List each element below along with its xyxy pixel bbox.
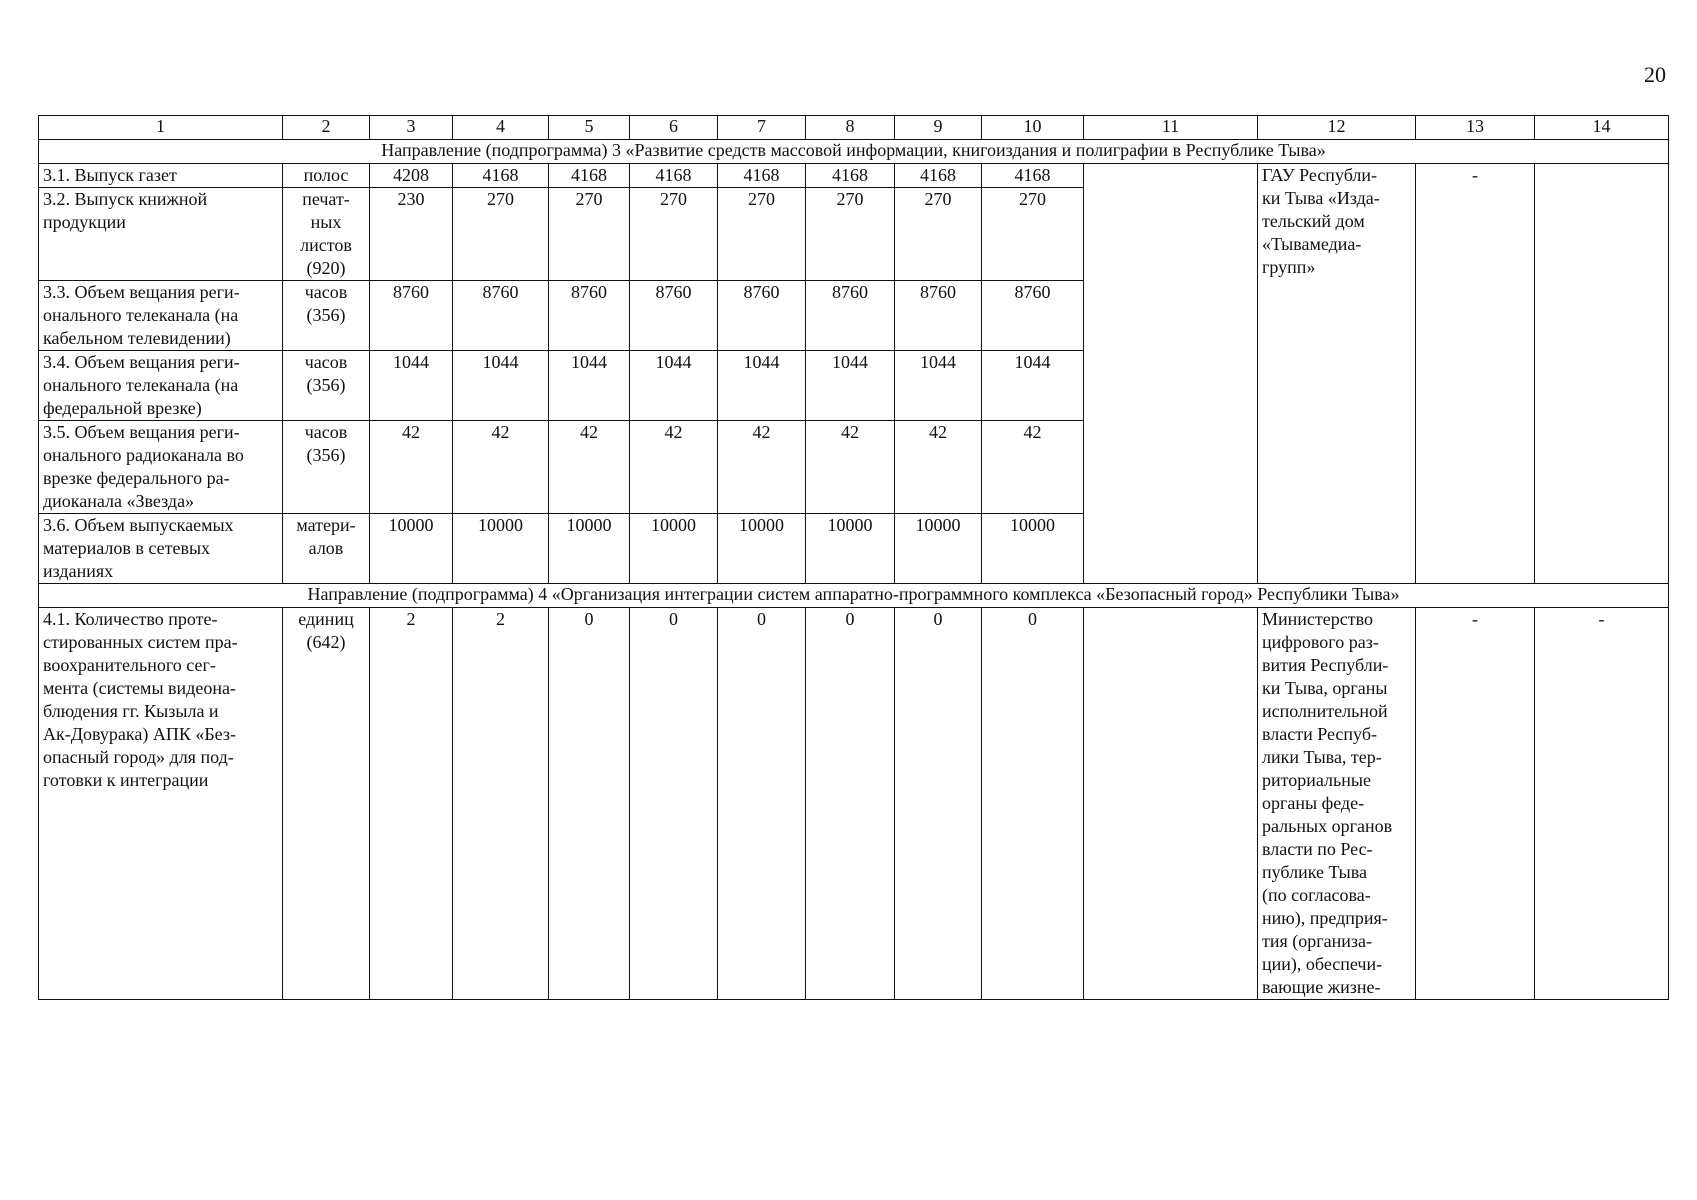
value-cell: 42 bbox=[630, 421, 718, 514]
col14-cell bbox=[1535, 164, 1669, 584]
cell-line: вития Республи- bbox=[1262, 655, 1389, 675]
unit-cell bbox=[283, 351, 370, 421]
cell-line: лики Тыва, тер- bbox=[1262, 747, 1382, 767]
value-cell: 8760 bbox=[895, 281, 982, 351]
cell-line: часов bbox=[304, 422, 348, 442]
cell-line: опасный город» для под- bbox=[43, 747, 234, 767]
cell-line: часов bbox=[304, 352, 348, 372]
value-cell: 8760 bbox=[630, 281, 718, 351]
value-cell: 10000 bbox=[806, 514, 895, 584]
cell-line: публике Тыва bbox=[1262, 862, 1367, 882]
cell-line: листов bbox=[300, 235, 352, 255]
value-cell: 4168 bbox=[806, 164, 895, 188]
unit-cell bbox=[283, 164, 370, 188]
value-cell: 42 bbox=[549, 421, 630, 514]
cell-line: Министерство bbox=[1262, 609, 1373, 629]
value-cell: 10000 bbox=[982, 514, 1084, 584]
indicator-name bbox=[39, 351, 283, 421]
indicators-table bbox=[38, 115, 1669, 1000]
value-cell: 10000 bbox=[895, 514, 982, 584]
cell-line: тельский дом bbox=[1262, 211, 1365, 231]
column-number: 6 bbox=[630, 116, 718, 140]
executor-cell bbox=[1258, 164, 1416, 584]
value-cell: 1044 bbox=[895, 351, 982, 421]
value-cell: 0 bbox=[895, 608, 982, 1000]
table-row bbox=[39, 164, 1669, 188]
col13-cell: - bbox=[1416, 164, 1535, 584]
table-row bbox=[39, 608, 1669, 1000]
cell-line: продукции bbox=[43, 212, 126, 232]
cell-line: единиц bbox=[298, 609, 354, 629]
cell-line: 4.1. Количество проте- bbox=[43, 609, 218, 629]
col11-cell bbox=[1084, 608, 1258, 1000]
value-cell: 10000 bbox=[630, 514, 718, 584]
unit-cell bbox=[283, 514, 370, 584]
cell-line: готовки к интеграции bbox=[43, 770, 209, 790]
cell-line: ки Тыва, органы bbox=[1262, 678, 1388, 698]
value-cell: 8760 bbox=[718, 281, 806, 351]
value-cell: 4168 bbox=[895, 164, 982, 188]
unit-cell bbox=[283, 608, 370, 1000]
value-cell: 10000 bbox=[718, 514, 806, 584]
cell-line: полос bbox=[303, 165, 349, 185]
value-cell: 2 bbox=[453, 608, 549, 1000]
cell-line: ГАУ Республи- bbox=[1262, 165, 1378, 185]
cell-line: 3.6. Объем выпускаемых bbox=[43, 515, 234, 535]
cell-line: онального телеканала (на bbox=[43, 305, 239, 325]
value-cell: 4168 bbox=[549, 164, 630, 188]
cell-line: цифрового раз- bbox=[1262, 632, 1379, 652]
column-number-row bbox=[39, 116, 1669, 140]
value-cell: 42 bbox=[453, 421, 549, 514]
indicator-name bbox=[39, 514, 283, 584]
cell-line: власти Респуб- bbox=[1262, 724, 1377, 744]
cell-line: «Тывамедиа- bbox=[1262, 234, 1362, 254]
cell-line: тия (организа- bbox=[1262, 931, 1373, 951]
section-title: Направление (подпрограмма) 3 «Развитие средств массовой информации, книгоиздания и полиграфии в Республике Тыва» bbox=[39, 140, 1669, 164]
value-cell: 270 bbox=[895, 188, 982, 281]
unit-cell bbox=[283, 281, 370, 351]
value-cell: 8760 bbox=[549, 281, 630, 351]
value-cell: 1044 bbox=[806, 351, 895, 421]
column-number: 2 bbox=[283, 116, 370, 140]
value-cell: 8760 bbox=[982, 281, 1084, 351]
cell-line: Ак-Довурака) АПК «Без- bbox=[43, 724, 236, 744]
value-cell: 270 bbox=[453, 188, 549, 281]
value-cell: 4168 bbox=[630, 164, 718, 188]
executor-cell bbox=[1258, 608, 1416, 1000]
cell-line: алов bbox=[308, 538, 344, 558]
cell-line: врезке федерального ра- bbox=[43, 468, 230, 488]
cell-line: ных bbox=[310, 212, 342, 232]
value-cell: 42 bbox=[982, 421, 1084, 514]
cell-line: 3.2. Выпуск книжной bbox=[43, 189, 208, 209]
cell-line: власти по Рес- bbox=[1262, 839, 1373, 859]
value-cell: 0 bbox=[549, 608, 630, 1000]
value-cell: 230 bbox=[370, 188, 453, 281]
value-cell: 0 bbox=[982, 608, 1084, 1000]
section-header-row bbox=[39, 140, 1669, 164]
column-number: 10 bbox=[982, 116, 1084, 140]
cell-line: ки Тыва «Изда- bbox=[1262, 188, 1380, 208]
column-number: 11 bbox=[1084, 116, 1258, 140]
value-cell: 0 bbox=[718, 608, 806, 1000]
cell-line: блюдения гг. Кызыла и bbox=[43, 701, 219, 721]
section-header-row bbox=[39, 584, 1669, 608]
cell-line: часов bbox=[304, 282, 348, 302]
column-number: 12 bbox=[1258, 116, 1416, 140]
value-cell: 1044 bbox=[549, 351, 630, 421]
value-cell: 1044 bbox=[630, 351, 718, 421]
value-cell: 8760 bbox=[453, 281, 549, 351]
value-cell: 2 bbox=[370, 608, 453, 1000]
value-cell: 270 bbox=[982, 188, 1084, 281]
cell-line: 3.4. Объем вещания реги- bbox=[43, 352, 240, 372]
value-cell: 42 bbox=[718, 421, 806, 514]
indicator-name bbox=[39, 421, 283, 514]
cell-line: ральных органов bbox=[1262, 816, 1393, 836]
value-cell: 270 bbox=[718, 188, 806, 281]
col14-cell: - bbox=[1535, 608, 1669, 1000]
cell-line: риториальные bbox=[1262, 770, 1371, 790]
value-cell: 8760 bbox=[806, 281, 895, 351]
section-title: Направление (подпрограмма) 4 «Организация интеграции систем аппаратно-программного комплекса «Безопасный город» Республики Тыва» bbox=[39, 584, 1669, 608]
indicator-name bbox=[39, 188, 283, 281]
value-cell: 270 bbox=[549, 188, 630, 281]
indicator-name bbox=[39, 608, 283, 1000]
value-cell: 4168 bbox=[718, 164, 806, 188]
column-number: 9 bbox=[895, 116, 982, 140]
cell-line: 3.1. Выпуск газет bbox=[43, 165, 177, 185]
cell-line: мента (системы видеона- bbox=[43, 678, 236, 698]
cell-line: стированных систем пра- bbox=[43, 632, 238, 652]
cell-line: кабельном телевидении) bbox=[43, 328, 231, 348]
cell-line: диоканала «Звезда» bbox=[43, 491, 195, 511]
cell-line: (356) bbox=[306, 375, 346, 395]
cell-line: онального телеканала (на bbox=[43, 375, 239, 395]
column-number: 5 bbox=[549, 116, 630, 140]
indicator-name bbox=[39, 281, 283, 351]
cell-line: воохранительного сег- bbox=[43, 655, 216, 675]
cell-line: исполнительной bbox=[1262, 701, 1388, 721]
cell-line: групп» bbox=[1262, 257, 1316, 277]
value-cell: 1044 bbox=[982, 351, 1084, 421]
value-cell: 10000 bbox=[370, 514, 453, 584]
value-cell: 42 bbox=[895, 421, 982, 514]
cell-line: матери- bbox=[296, 515, 356, 535]
cell-line: ции), обеспечи- bbox=[1262, 954, 1383, 974]
cell-line: (642) bbox=[306, 632, 346, 652]
cell-line: федеральной врезке) bbox=[43, 398, 202, 418]
cell-line: изданиях bbox=[43, 561, 114, 581]
cell-line: вающие жизне- bbox=[1262, 977, 1381, 997]
value-cell: 0 bbox=[630, 608, 718, 1000]
unit-cell bbox=[283, 421, 370, 514]
column-number: 3 bbox=[370, 116, 453, 140]
value-cell: 8760 bbox=[370, 281, 453, 351]
cell-line: органы феде- bbox=[1262, 793, 1365, 813]
col13-cell: - bbox=[1416, 608, 1535, 1000]
column-number: 14 bbox=[1535, 116, 1669, 140]
value-cell: 1044 bbox=[718, 351, 806, 421]
column-number: 1 bbox=[39, 116, 283, 140]
cell-line: онального радиоканала во bbox=[43, 445, 244, 465]
unit-cell bbox=[283, 188, 370, 281]
cell-line: нию), предприя- bbox=[1262, 908, 1388, 928]
cell-line: (920) bbox=[306, 258, 346, 278]
value-cell: 42 bbox=[370, 421, 453, 514]
col11-cell bbox=[1084, 164, 1258, 584]
column-number: 8 bbox=[806, 116, 895, 140]
value-cell: 1044 bbox=[453, 351, 549, 421]
column-number: 13 bbox=[1416, 116, 1535, 140]
value-cell: 270 bbox=[806, 188, 895, 281]
column-number: 7 bbox=[718, 116, 806, 140]
value-cell: 4168 bbox=[453, 164, 549, 188]
value-cell: 42 bbox=[806, 421, 895, 514]
indicator-name bbox=[39, 164, 283, 188]
value-cell: 4168 bbox=[982, 164, 1084, 188]
value-cell: 4208 bbox=[370, 164, 453, 188]
cell-line: 3.3. Объем вещания реги- bbox=[43, 282, 240, 302]
value-cell: 0 bbox=[806, 608, 895, 1000]
cell-line: печат- bbox=[302, 189, 350, 209]
value-cell: 270 bbox=[630, 188, 718, 281]
value-cell: 1044 bbox=[370, 351, 453, 421]
cell-line: (356) bbox=[306, 445, 346, 465]
cell-line: (по согласова- bbox=[1262, 885, 1371, 905]
value-cell: 10000 bbox=[549, 514, 630, 584]
page-number: 20 bbox=[1644, 62, 1666, 87]
cell-line: (356) bbox=[306, 305, 346, 325]
cell-line: 3.5. Объем вещания реги- bbox=[43, 422, 240, 442]
value-cell: 10000 bbox=[453, 514, 549, 584]
cell-line: материалов в сетевых bbox=[43, 538, 211, 558]
column-number: 4 bbox=[453, 116, 549, 140]
